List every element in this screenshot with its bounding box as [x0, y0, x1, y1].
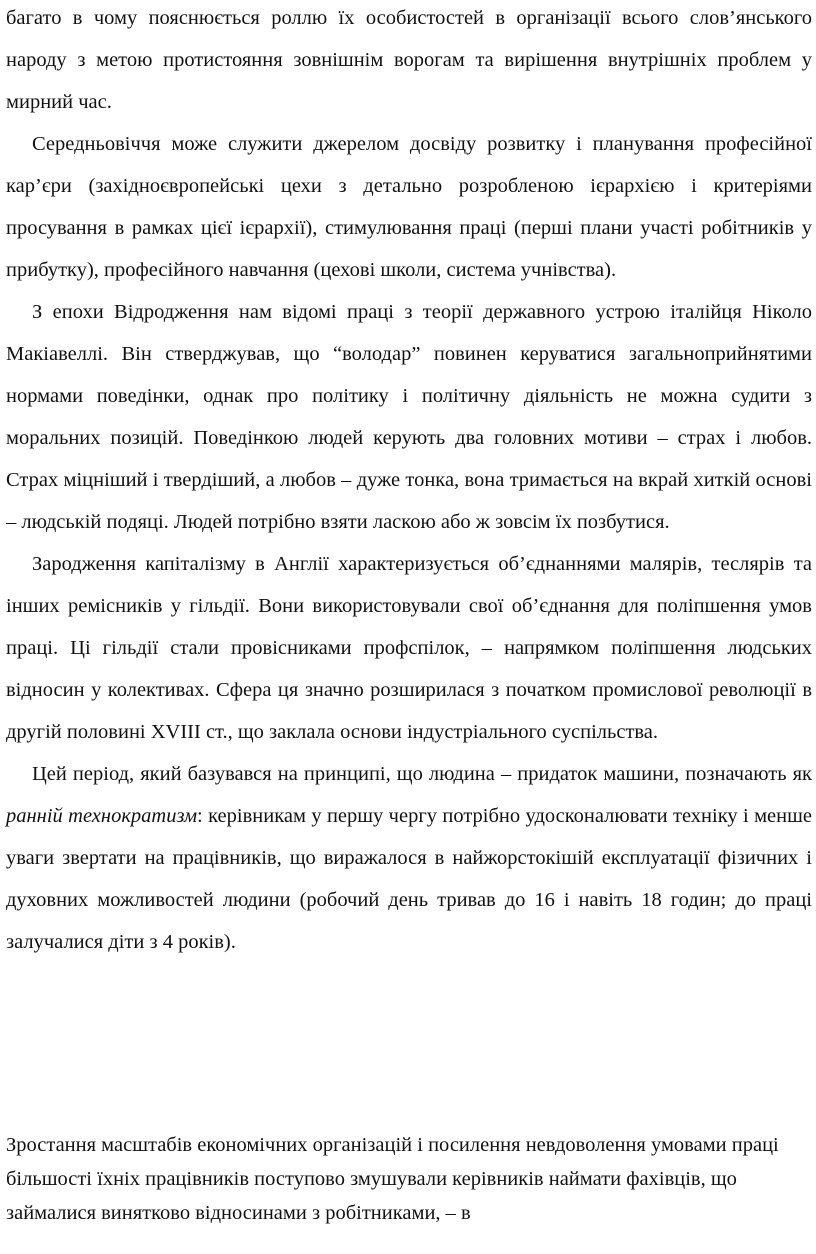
paragraph-4: Зародження капіталізму в Англії характеризується об’єднаннями малярів, теслярів та інших ремісників у гільдії. Вони використовували свої об’єднання для поліпшення умов праці. Ці гільдії стали провісниками профспілок, – напрямком поліпшення людських відносин у колективах. Сфера ця значно розширилася з початком промислової революції в другій половині XVIII ст., що заклала основи індустріального суспільства. [6, 553, 812, 743]
paragraph-5 [6, 753, 812, 963]
paragraph-5-end: : керівникам у першу чергу потрібно удосконалювати техніку і менше уваги звертати на працівників, що виражалося в найжорстокішій експлуатації фізичних і духовних можливостей людини (робочий день тривав до 16 і навіть 18 годин; до праці залучалися діти з 4 років). [6, 805, 812, 953]
paragraph-2: Середньовіччя може служити джерелом досвіду розвитку і планування професійної кар’єри (західноєвропейські цехи з детально розробленою ієрархією і критеріями просування в рамках цієї ієрархії), стимулювання праці (перші плани участі робітників у прибутку), професійного навчання (цехові школи, система учнівства). [6, 133, 812, 281]
paragraph-3: З епохи Відродження нам відомі праці з теорії державного устрою італійця Ніколо Макіавеллі. Він стверджував, що “володар” повинен керуватися загальноприйнятими нормами поведінки, однак про політику і політичну діяльність не можна судити з моральних позицій. Поведінкою людей керують два головних мотиви – страх і любов. Страх міцніший і твердіший, а любов – дуже тонка, вона тримається на вкрай хиткій основі – людській подяці. Людей потрібно взяти ласкою або ж зовсім їх позбутися. [6, 301, 812, 533]
document-body [6, 0, 812, 963]
paragraph-5-start: Цей період, який базувався на принципі, що людина – придаток машини, позначають як [32, 763, 812, 785]
paragraph-1: багато в чому пояснюється роллю їх особистостей в організації всього слов’янського народу з метою протистояння зовнішнім ворогам та вирішення внутрішніх проблем у мирний час. [6, 7, 812, 113]
italic-term: ранній технократизм [6, 805, 198, 827]
document-tail [6, 1128, 812, 1230]
paragraph-6: Зростання масштабів економічних організацій і посилення невдоволення умовами праці більшості їхніх працівників поступово змушували керівників наймати фахівців, що займалися винятково відносинами з робітниками, – в [6, 1134, 779, 1224]
